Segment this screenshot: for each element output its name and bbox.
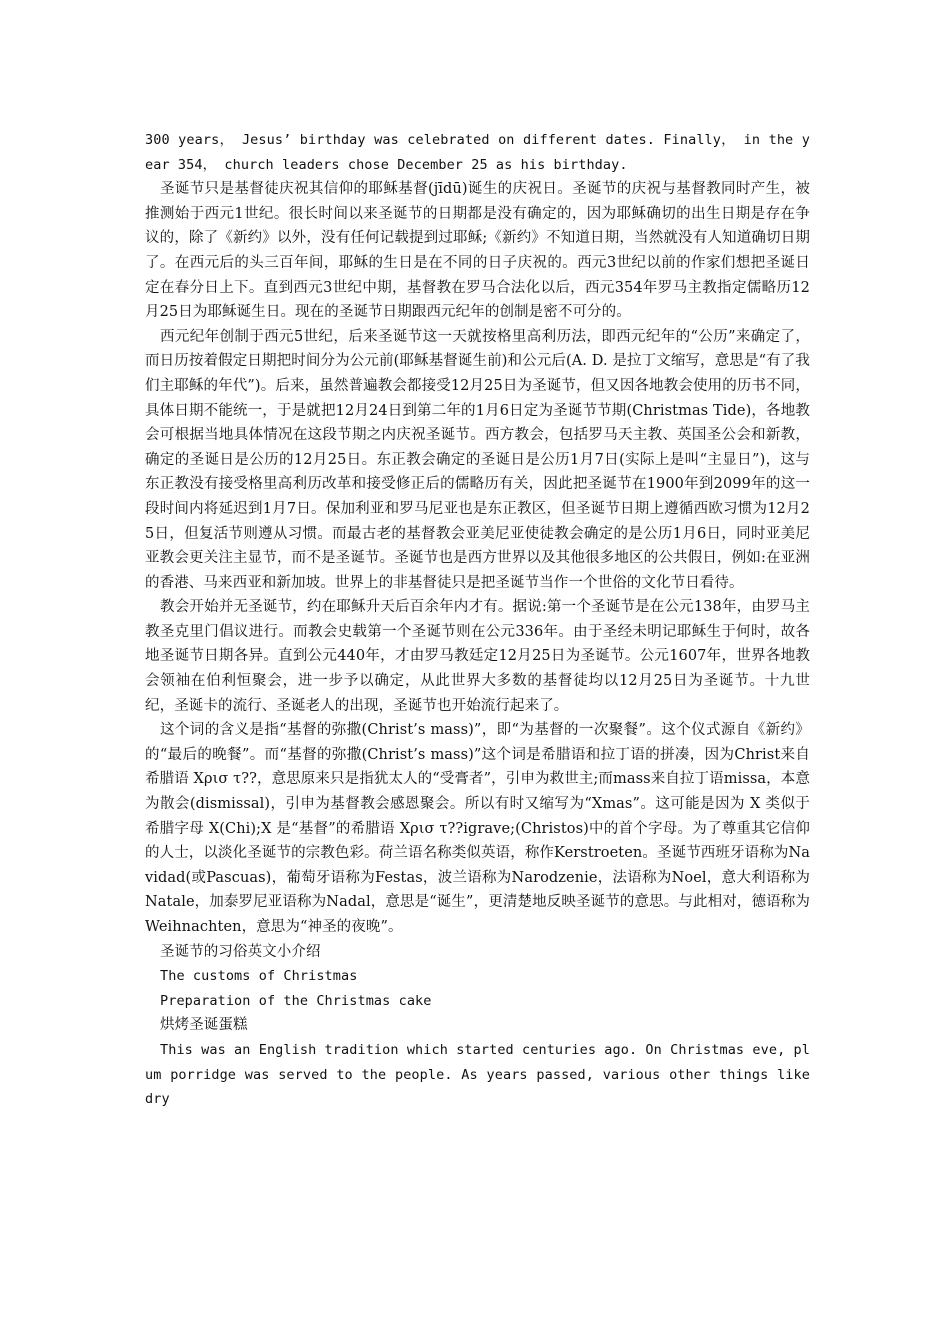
paragraph-christmas-origin: 圣诞节只是基督徒庆祝其信仰的耶稣基督(jīdū)诞生的庆祝日。圣诞节的庆祝与基督教同时产生，被推测始于西元1世纪。很长时间以来圣诞节的日期都是没有确定的，因为耶稣确切的出生日期是存在争议的，除了《新约》以外，没有任何记载提到过耶稣;《新约》不知道日期，当然就没有人知道确切日期了。在西元后的头三百年间，耶稣的生日是在不同的日子庆祝的。西元3世纪以前的作家们想把圣诞日定在春分日上下。直到西元3世纪中期，基督教在罗马合法化以后，西元354年罗马主教指定儒略历12月25日为耶稣诞生日。现在的圣诞节日期跟西元纪年的创制是密不可分的。 [145,181,810,321]
document-body [145,128,810,1112]
subheading-cake-en: Preparation of the Christmas cake [160,992,432,1009]
english-paragraph-intro: 300 years， Jesus’ birthday was celebrated on different dates. Finally， in the year 354， church leaders chose December 25 as his birthday. [145,132,810,173]
english-paragraph-cake: This was an English tradition which started centuries ago. On Christmas eve, plum porridge was served to the people. As years passed, various other things like dry [145,1041,810,1108]
paragraph-calendar-history: 西元纪年创制于西元5世纪，后来圣诞节这一天就按格里高利历法，即西元纪年的“公历”来确定了，而日历按着假定日期把时间分为公元前(耶稣基督诞生前)和公元后(A. D. 是拉丁文缩写，意思是“有了我们主耶稣的年代”)。后来，虽然普遍教会都接受12月25日为圣诞节，但又因各地教会使用的历书不同，具体日期不能统一，于是就把12月24日到第二年的1月6日定为圣诞节节期(Christmas Tide)，各地教会可根据当地具体情况在这段节期之内庆祝圣诞节。西方教会，包括罗马天主教、英国圣公会和新教，确定的圣诞日是公历的12月25日。东正教会确定的圣诞日是公历1月7日(实际上是叫“主显日”)，这与东正教没有接受格里高利历改革和接受修正后的儒略历有关，因此把圣诞节在1900年到2099年的这一段时间内将延迟到1月7日。保加利亚和罗马尼亚也是东正教区，但圣诞节日期上遵循西欧习惯为12月25日，但复活节则遵从习惯。而最古老的基督教会亚美尼亚使徒教会确定的是公历1月6日，同时亚美尼亚教会更关注主显节，而不是圣诞节。圣诞节也是西方世界以及其他很多地区的公共假日，例如:在亚洲的香港、马来西亚和新加坡。世界上的非基督徒只是把圣诞节当作一个世俗的文化节日看待。 [145,328,810,591]
subheading-cake-cn: 烘烤圣诞蛋糕 [160,1017,248,1034]
section-heading-customs-cn: 圣诞节的习俗英文小介绍 [160,943,321,960]
paragraph-church-history: 教会开始并无圣诞节，约在耶稣升天后百余年内才有。据说:第一个圣诞节是在公元138年，由罗马主教圣克里门倡议进行。而教会史载第一个圣诞节则在公元336年。由于圣经未明记耶稣生于何时，故各地圣诞节日期各异。直到公元440年，才由罗马教廷定12月25日为圣诞节。公元1607年，世界各地教会领袖在伯利恒聚会，进一步予以确定，从此世界大多数的基督徒均以12月25日为圣诞节。十九世纪，圣诞卡的流行、圣诞老人的出现，圣诞节也开始流行起来了。 [145,599,810,714]
paragraph-word-meaning: 这个词的含义是指“基督的弥撒(Christ’s mass)”，即“为基督的一次聚餐”。这个仪式源自《新约》的“最后的晚餐”。而“基督的弥撒(Christ’s mass)”这个词是希腊语和拉丁语的拼凑，因为Christ来自希腊语 Χρισ τ??，意思原来只是指犹太人的“受膏者”，引申为救世主;而mass来自拉丁语missa，本意为散会(dismissal)，引申为基督教会感恩聚会。所以有时又缩写为“Xmas”。这可能是因为 X 类似于希腊字母 Χ(Chi);Χ 是“基督”的希腊语 Χρισ τ??igrave;(Christos)中的首个字母。为了尊重其它信仰的人士，以淡化圣诞节的宗教色彩。荷兰语名称类似英语，称作Kerstroeten。圣诞节西班牙语称为Navidad(或Pascuas)，葡萄牙语称为Festas，波兰语称为Narodzenie，法语称为Noel，意大利语称为Natale，加泰罗尼亚语称为Nadal，意思是“诞生”，更清楚地反映圣诞节的意思。与此相对，德语称为Weihnachten，意思为“神圣的夜晚”。 [145,722,810,935]
section-heading-customs-en: The customs of Christmas [160,968,358,985]
